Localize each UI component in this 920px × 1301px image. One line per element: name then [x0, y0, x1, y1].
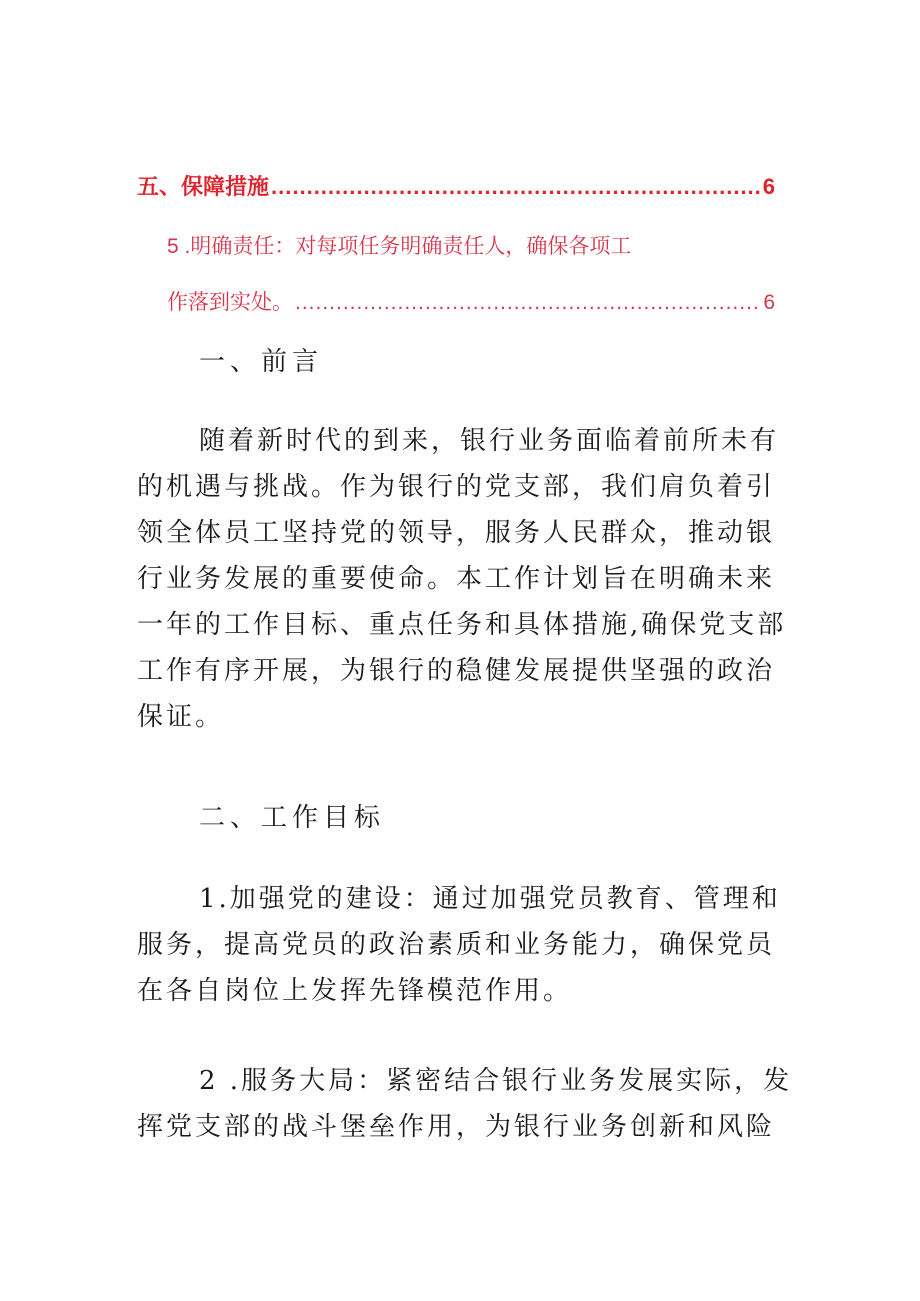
toc-entry-sub-page: 6: [763, 291, 775, 314]
toc-leader-dots: [295, 291, 761, 315]
toc-entry-sub-label-line1: 5 .明确责任：对每项任务明确责任人，确保各项工: [167, 235, 632, 258]
section-heading-goals: 二、工作目标: [199, 803, 386, 833]
paragraph-line: 行业务发展的重要使命。本工作计划旨在明确未来: [137, 564, 776, 594]
toc-entry-main-label: 五、保障措施: [137, 174, 270, 199]
paragraph-line: 领全体员工坚持党的领导，服务人民群众，推动银: [137, 518, 776, 548]
paragraph-line: 在各自岗位上发挥先锋模范作用。: [137, 976, 573, 1006]
toc-entry-sub-label-line2: 作落到实处。: [167, 291, 293, 314]
paragraph-line: 的机遇与挑战。作为银行的党支部，我们肩负着引: [137, 472, 776, 502]
paragraph-line: 保证。: [137, 702, 225, 732]
toc-leader-dots: [271, 174, 761, 200]
paragraph-line: 一年的工作目标、重点任务和具体措施,确保党支部: [137, 610, 787, 640]
paragraph-goal-2: [137, 1058, 797, 1150]
paragraph-line: 工作有序开展，为银行的稳健发展提供坚强的政治: [137, 656, 776, 686]
paragraph-line: 随着新时代的到来，银行业务面临着前所未有: [199, 426, 780, 456]
toc-entry-main-page: 6: [762, 174, 775, 199]
paragraph-line: 挥党支部的战斗堡垒作用，为银行业务创新和风险: [137, 1112, 776, 1142]
paragraph-goal-1: [137, 876, 797, 1014]
section-heading-preface: 一、前言: [199, 347, 324, 377]
paragraph-line: 2 .服务大局：紧密结合银行业务发展实际，发: [199, 1066, 793, 1096]
toc-entry-sub-continued[interactable]: [167, 286, 775, 316]
toc-entry-main[interactable]: [137, 170, 775, 201]
toc-entry-sub[interactable]: [167, 230, 631, 260]
paragraph-line: 1.加强党的建设：通过加强党员教育、管理和: [199, 884, 781, 914]
paragraph-preface: [137, 418, 797, 740]
paragraph-line: 服务，提高党员的政治素质和业务能力，确保党员: [137, 930, 776, 960]
